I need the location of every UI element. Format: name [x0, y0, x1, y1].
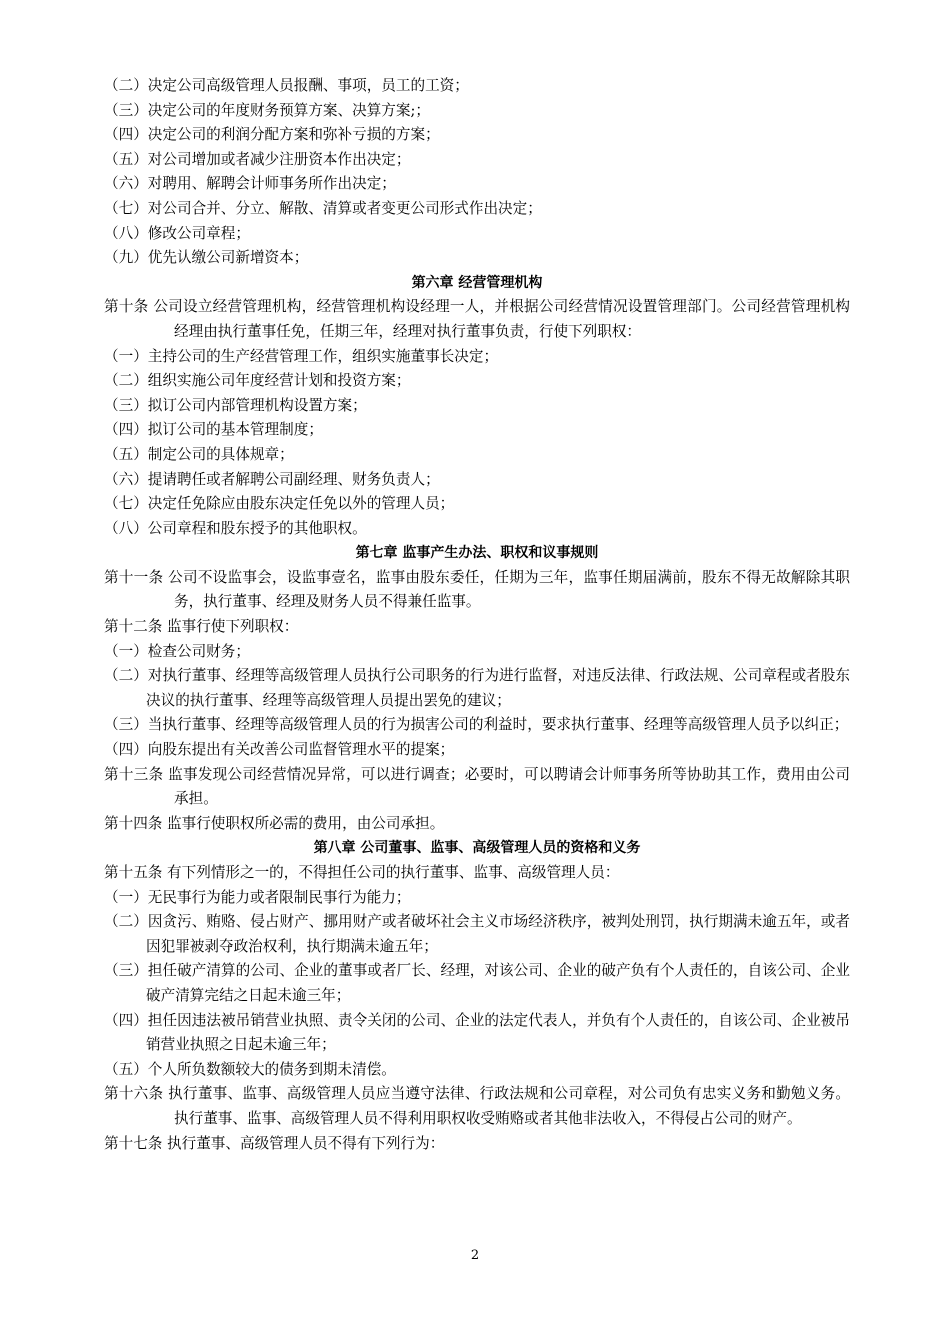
- list-item: （二）决定公司高级管理人员报酬、事项，员工的工资；: [104, 77, 469, 94]
- document-body: [104, 74, 850, 1156]
- list-item: （六）对聘用、解聘会计师事务所作出决定；: [104, 175, 396, 193]
- list-item: （四）担任因违法被吊销营业执照、责令关闭的公司、企业的法定代表人，并负有个人责任的，自该公司、企业被吊销营业执照之日起未逾三年；: [104, 1011, 850, 1054]
- list-item: （三）拟订公司内部管理机构设置方案；: [104, 396, 367, 414]
- article-paragraph: 第十一条 公司不设监事会，设监事壹名，监事由股东委任，任期为三年，监事任期届满前，股东不得无故解除其职务，执行董事、经理及财务人员不得兼任监事。: [104, 568, 850, 611]
- chapter-heading: 第七章 监事产生办法、职权和议事规则: [355, 545, 599, 562]
- list-item: （四）拟订公司的基本管理制度；: [104, 421, 323, 439]
- list-item: （一）无民事行为能力或者限制民事行为能力；: [104, 888, 411, 906]
- list-item: （四）向股东提出有关改善公司监督管理水平的提案；: [104, 741, 455, 759]
- list-item: （八）公司章程和股东授予的其他职权。: [104, 519, 367, 537]
- list-item: （三）决定公司的年度财务预算方案、决算方案;；: [104, 101, 430, 119]
- list-item: （五）个人所负数额较大的债务到期未清偿。: [104, 1060, 396, 1078]
- list-item: （四）决定公司的利润分配方案和弥补亏损的方案；: [104, 126, 440, 144]
- list-item: （八）修改公司章程；: [104, 224, 250, 242]
- list-item: （二）对执行董事、经理等高级管理人员执行公司职务的行为进行监督，对违反法律、行政法规、公司章程或者股东决议的执行董事、经理等高级管理人员提出罢免的建议；: [104, 667, 850, 709]
- chapter-heading: 第六章 经营管理机构: [411, 274, 543, 291]
- list-item: （七）对公司合并、分立、解散、清算或者变更公司形式作出决定；: [104, 199, 542, 217]
- list-item: （一）检查公司财务；: [104, 642, 250, 660]
- article-paragraph: 第十三条 监事发现公司经营情况异常，可以进行调查；必要时，可以聘请会计师事务所等协助其工作，费用由公司承担。: [104, 765, 850, 808]
- list-item: 第十五条 有下列情形之一的，不得担任公司的执行董事、监事、高级管理人员：: [104, 864, 620, 881]
- list-item: （三）当执行董事、经理等高级管理人员的行为损害公司的利益时，要求执行董事、经理等高级管理人员予以纠正；: [104, 716, 849, 734]
- list-item: 第十四条 监事行使职权所必需的费用，由公司承担。: [104, 814, 445, 832]
- list-item: （五）对公司增加或者减少注册资本作出决定；: [104, 150, 411, 168]
- list-item: 第十七条 执行董事、高级管理人员不得有下列行为：: [104, 1134, 445, 1152]
- chapter-heading: 第八章 公司董事、监事、高级管理人员的资格和义务: [313, 840, 641, 857]
- list-item: 第十二条 监事行使下列职权：: [104, 618, 299, 636]
- list-item: （九）优先认缴公司新增资本；: [104, 249, 309, 267]
- list-item: （三）担任破产清算的公司、企业的董事或者厂长、经理，对该公司、企业的破产负有个人责任的，自该公司、企业破产清算完结之日起未逾三年；: [104, 962, 850, 1004]
- list-item: （七）决定任免除应由股东决定任免以外的管理人员；: [104, 495, 455, 513]
- list-item: （二）因贪污、贿赂、侵占财产、挪用财产或者破坏社会主义市场经济秩序，被判处刑罚，执行期满未逾五年，或者因犯罪被剥夺政治权利，执行期满未逾五年；: [104, 913, 850, 955]
- list-item: （五）制定公司的具体规章；: [104, 445, 294, 463]
- page-number: 2: [470, 1248, 480, 1263]
- article-paragraph: 第十条 公司设立经营管理机构，经营管理机构设经理一人，并根据公司经营情况设置管理部门。公司经营管理机构经理由执行董事任免，任期三年，经理对执行董事负责，行使下列职权：: [104, 298, 850, 340]
- article-paragraph: 第十六条 执行董事、监事、高级管理人员应当遵守法律、行政法规和公司章程，对公司负有忠实义务和勤勉义务。执行董事、监事、高级管理人员不得利用职权收受贿赂或者其他非法收入，不得侵占公司的财产。: [104, 1085, 850, 1127]
- list-item: （六）提请聘任或者解聘公司副经理、财务负责人；: [104, 470, 440, 488]
- list-item: （二）组织实施公司年度经营计划和投资方案；: [104, 372, 411, 390]
- list-item: （一）主持公司的生产经营管理工作，组织实施董事长决定；: [104, 347, 499, 365]
